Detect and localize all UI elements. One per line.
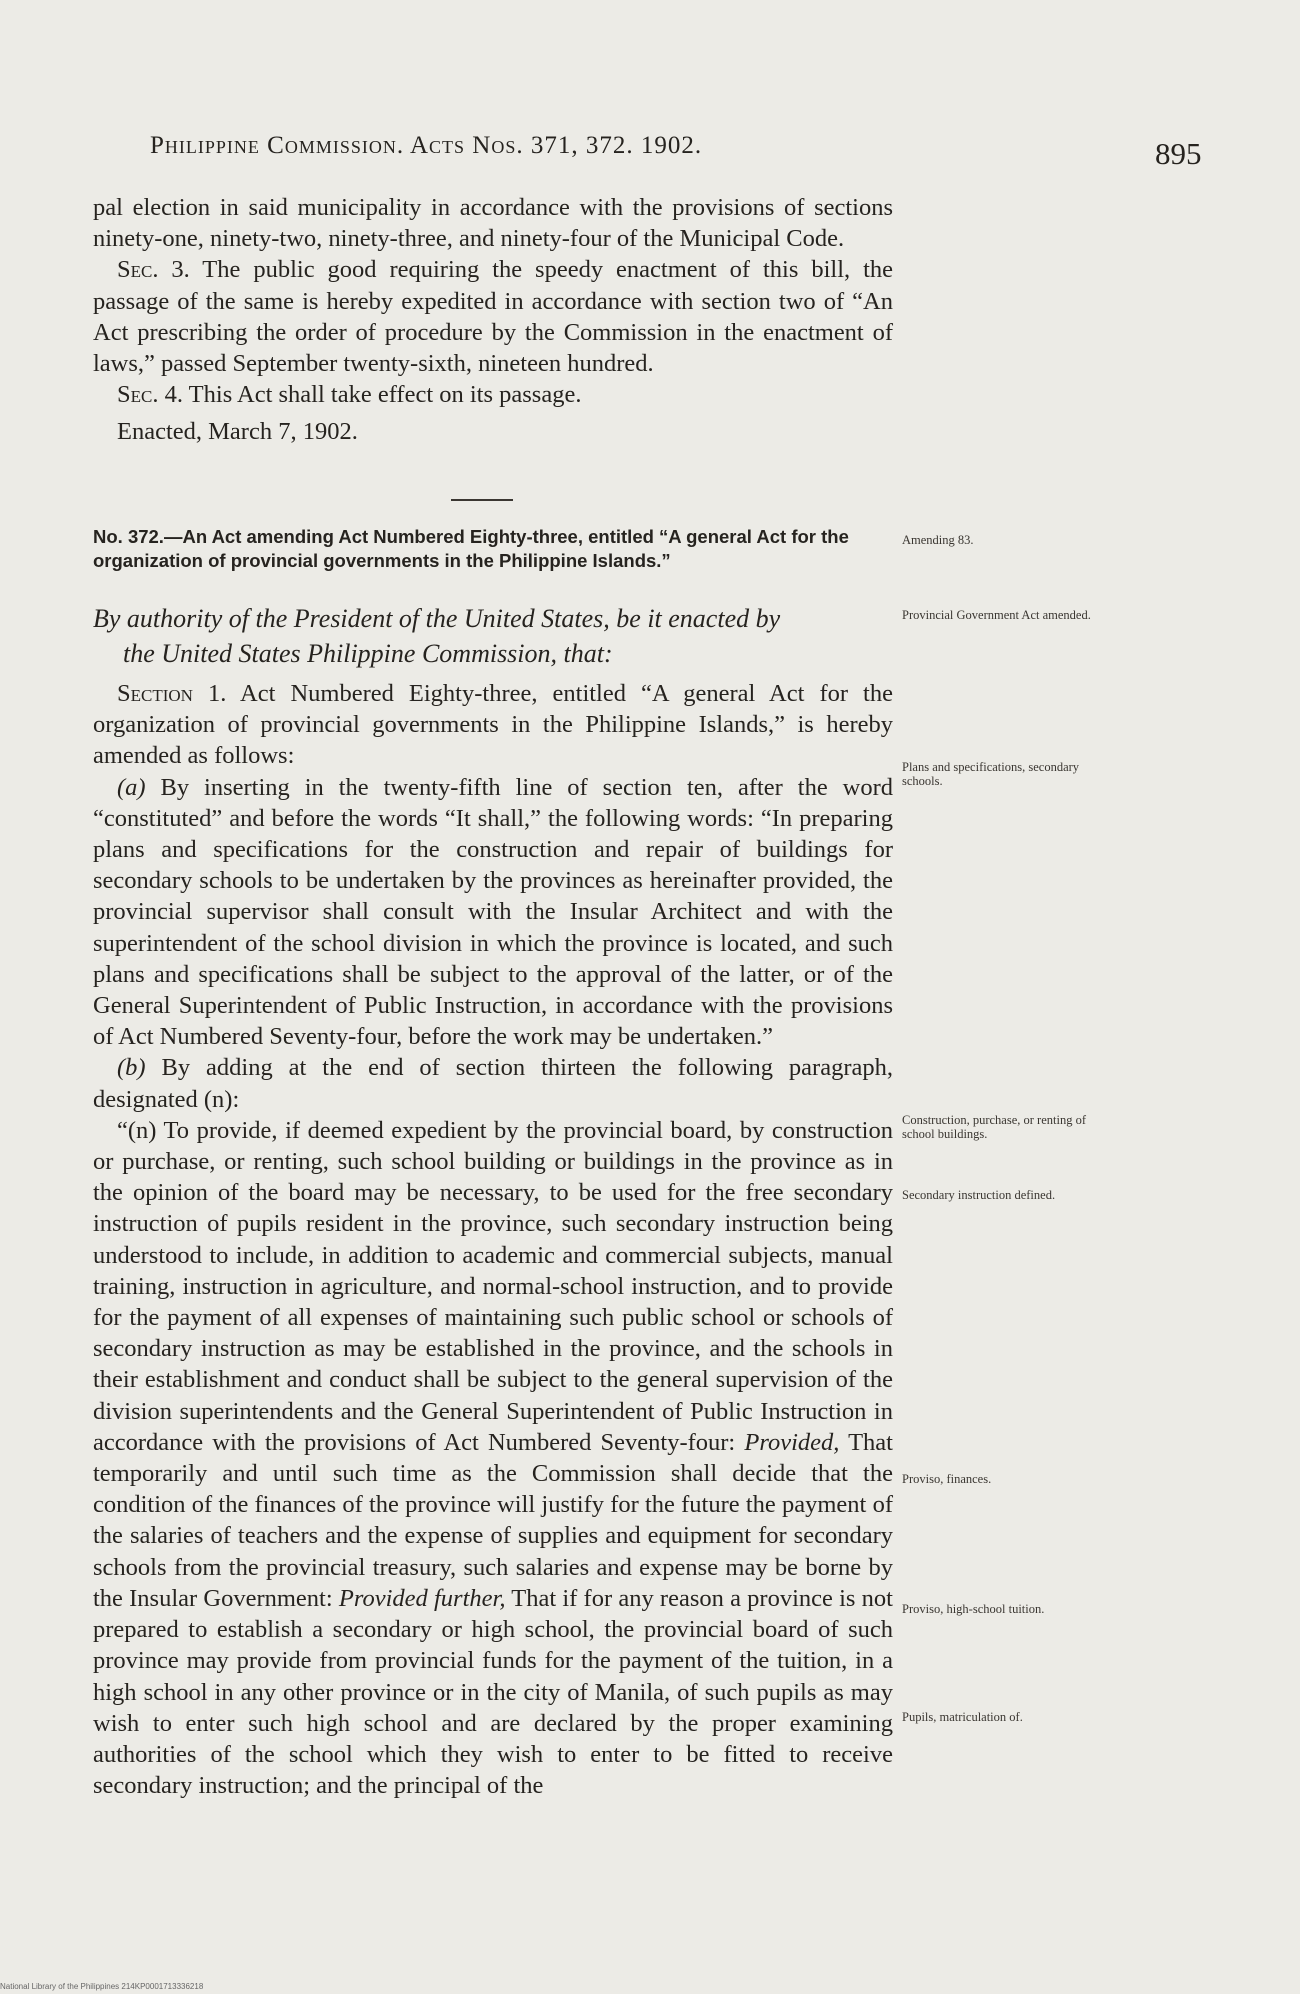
margin-note-proviso-finances: Proviso, finances. — [902, 1472, 992, 1486]
section-lead: Sec. 3. — [117, 256, 190, 284]
paragraph-continuation: pal election in said municipality in accordance with the provisions of sections ninety-one, ninety-two, ninety-three, and ninety-four of the Municipal Code. — [93, 194, 893, 253]
proviso-lead: Provided, — [744, 1428, 840, 1456]
act-title — [93, 525, 893, 573]
clause-lead: (a) — [117, 773, 146, 801]
enacted-date: Enacted, March 7, 1902. — [117, 418, 358, 446]
clause-text: That if for any reason a province is not prepared to establish a secondary or high school, the provincial board of such province may provide from provincial funds for the payment of the tuition, in a high school in any other province or in the city of Manila, of such pupils as may wish to enter such high school and are declared by the proper examining authorities of the school which they wish to enter to be fitted to receive secondary instruction; and the principal of the — [93, 1584, 893, 1800]
section-divider — [451, 499, 513, 501]
section-text: This Act shall take effect on its passage. — [182, 381, 582, 409]
act-title-text: —An Act amending Act Numbered Eighty-three, entitled “A general Act for the organization of provincial governments in the Philippine Islands.” — [93, 526, 849, 571]
act-body — [93, 678, 893, 1801]
margin-note-proviso-tuition: Proviso, high-school tuition. — [902, 1602, 1045, 1616]
section-text: Act Numbered Eighty-three, entitled “A general Act for the organization of provincial governments in the Philippine Islands,” is hereby amended as follows: — [93, 680, 893, 770]
running-head: Philippine Commission. Acts Nos. 371, 372. 1902. — [150, 132, 703, 159]
section-lead: Section 1. — [117, 680, 227, 707]
act-number: No. 372. — [93, 526, 164, 547]
margin-note-plans: Plans and specifications, secondary schools. — [902, 760, 1080, 788]
clause-text: By adding at the end of section thirteen the following paragraph, designated (n): — [93, 1054, 893, 1113]
enacting-line-2: the United States Philippine Commission, that: — [123, 639, 613, 668]
clause-lead: (b) — [117, 1054, 146, 1082]
enacting-clause — [93, 601, 893, 671]
paragraph-n — [93, 1115, 893, 1801]
scan-footer: National Library of the Philippines 214KP0001713336218 — [0, 1982, 204, 1991]
clause-text: To provide, if deemed expedient by the provincial board, by construction or purchase, or renting, such school building or buildings in the province as in the opinion of the board may be necessary, to be used for the free secondary instruction of pupils resident in the province, such secondary instruction being understood to include, in addition to academic and commercial subjects, manual training, instruction in agriculture, and normal-school instruction, and to provide for the payment of all expenses of maintaining such public school or schools of secondary instruction as may be established in the province, and the schools in their establishment and conduct shall be subject to the general supervision of the division superintendents and the General Superintendent of Public Instruction in accordance with the provisions of Act Numbered Seventy-four: — [93, 1116, 893, 1456]
paragraph-a — [93, 772, 893, 1053]
proviso-lead: Provided further, — [338, 1584, 506, 1612]
paragraph-section-1 — [93, 678, 893, 772]
paragraph-sec-4 — [93, 379, 893, 410]
page-number: 895 — [1155, 136, 1202, 171]
margin-note-construction: Construction, purchase, or renting of school buildings. — [902, 1113, 1086, 1141]
paragraph-sec-3 — [93, 254, 893, 379]
margin-note-pupils: Pupils, matriculation of. — [902, 1710, 1023, 1724]
margin-note-provincial: Provincial Government Act amended. — [902, 608, 1091, 622]
section-text: The public good requiring the speedy enactment of this bill, the passage of the same is hereby expedited in accordance with section two of “An Act prescribing the order of procedure by the Commission in the enactment of laws,” passed September twenty-sixth, nineteen hundred. — [93, 256, 893, 378]
margin-note-amending: Amending 83. — [902, 533, 974, 547]
enacting-line-1: By authority of the President of the United States, be it enacted by — [93, 604, 781, 633]
preceding-act-text — [93, 192, 893, 448]
margin-note-secondary: Secondary instruction defined. — [902, 1188, 1056, 1202]
clause-text: That temporarily and until such time as the Commission shall decide that the condition of the finances of the province will justify for the future the payment of the salaries of teachers and the expense of supplies and equipment for secondary schools from the provincial treasury, such salaries and expense may be borne by the Insular Government: — [93, 1428, 893, 1612]
clause-text: By inserting in the twenty-fifth line of section ten, after the word “constituted” and before the words “It shall,” the following words: “In preparing plans and specifications for the construction and repair of buildings for secondary schools to be undertaken by the provinces as hereinafter provided, the provincial supervisor shall consult with the Insular Architect and with the superintendent of the school division in which the province is located, and such plans and specifications shall be subject to the approval of the latter, or of the General Superintendent of Public Instruction, in accordance with the provisions of Act Numbered Seventy-four, before the work may be undertaken.” — [93, 773, 893, 1051]
paragraph-b — [93, 1052, 893, 1114]
clause-lead: “(n) — [117, 1116, 157, 1144]
section-lead: Sec. 4. — [117, 381, 183, 409]
